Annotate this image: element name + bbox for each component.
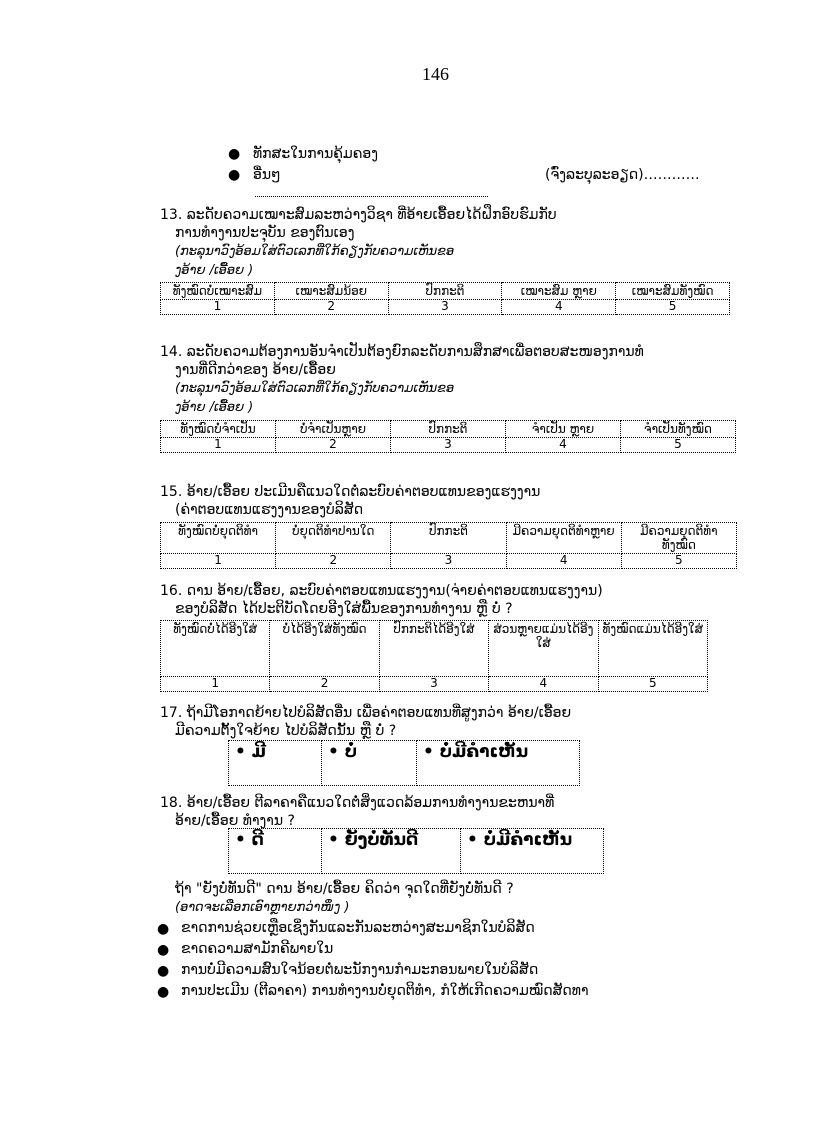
scale-number[interactable]: 2 — [276, 438, 391, 453]
bullet-dot: ● — [157, 921, 170, 937]
scale-label: ມີຄວາມຍຸດຕິທໍາທັງໝົດ — [621, 523, 736, 554]
option-no-comment[interactable]: • ບໍ່ມີຄໍາເຫັນ — [417, 741, 580, 786]
q18-followup-note: (ອາດຈະເລືອກເອົາຫຼາຍກວ່າໜຶ່ງ ) — [175, 900, 350, 915]
scale-label: ມີຄວາມຍຸດຕິທໍາຫຼາຍ — [506, 523, 621, 554]
scale-number[interactable]: 2 — [274, 300, 388, 315]
q18-options — [228, 828, 604, 874]
q16-scale-table — [160, 620, 708, 692]
q17-question-cont: ມີຄວາມຕັ້ງໃຈຍ້າຍ ໄປບໍລິສັດນັ້ນ ຫຼື ບໍ່ ? — [175, 723, 397, 739]
q14-note: (ກະລຸນາວົງອ້ອມໃສ່ຕົວເລກທີ່ໃກ້ຄຽງກັບຄວາມເຫັນຂອ — [175, 381, 455, 396]
scale-number[interactable]: 1 — [161, 554, 276, 569]
q13-note-cont: ງອ້າຍ /ເອື້ອຍ ) — [175, 263, 254, 278]
scale-label: ປົກກະຕິໄດ້ອີງໃສ່ — [379, 621, 488, 677]
scale-number[interactable]: 4 — [489, 677, 598, 692]
scale-number[interactable]: 5 — [598, 677, 707, 692]
scale-number[interactable]: 3 — [388, 300, 502, 315]
bullet-other: ອື່ນໆ — [253, 167, 281, 183]
bullet-dot: ● — [157, 942, 170, 958]
scale-label: ບໍ່ໄດ້ອີງໃສ່ທັງໝົດ — [270, 621, 379, 677]
scale-number[interactable]: 2 — [270, 677, 379, 692]
q16-question-cont: ຂອງບໍລິສັດ ໄດ້ປະຕິບັດໂດຍອີງໃສ່ພື້ນຂອງການທໍາງານ ຫຼື ບໍ່ ? — [175, 601, 513, 617]
bullet-dot: ● — [228, 167, 241, 183]
option-no-comment[interactable]: • ບໍ່ມີຄໍາເຫັນ — [461, 829, 604, 874]
q18-question-cont: ອ້າຍ/ເອື້ອຍ ທໍາງານ ? — [175, 813, 295, 829]
q13-question-cont: ການທໍາງານປະຈຸບັນ ຂອງຕົນເອງ — [175, 225, 355, 241]
q14-scale-table — [160, 420, 736, 453]
scale-label: ປົກກະຕິ — [388, 283, 502, 300]
bullet-dot: ● — [157, 963, 170, 979]
scale-label: ທັງໝົດບໍ່ເໝາະສົມ — [161, 283, 275, 300]
scale-number[interactable]: 4 — [502, 300, 616, 315]
scale-number[interactable]: 4 — [506, 554, 621, 569]
q15-question-cont: (ຄ່າຕອບແທນແຮງງານຂອງບໍລິສັດ — [175, 502, 364, 518]
scale-label: ທັງໝົດບໍ່ໄດ້ອີງໃສ່ — [161, 621, 270, 677]
fill-line — [255, 196, 488, 197]
option-no[interactable]: • ບໍ່ — [322, 741, 417, 786]
option-not-yet-good[interactable]: • ຍັງບໍ່ທັນດີ — [322, 829, 461, 874]
page-number: 146 — [422, 64, 449, 84]
bullet-dot: ● — [157, 984, 170, 1000]
q17-question: 17. ຖ້າມີໂອກາດຍ້າຍໄປບໍລິສັດອື່ນ ເພື່ອຄ່າຕອບແທນທີ່ສູງກວ່າ ອ້າຍ/ເອື້ອຍ — [160, 705, 572, 721]
q16-question: 16. ດານ ອ້າຍ/ເອື້ອຍ, ລະບົບຄ່າຕອບແທນແຮງງານ(ຈ່າຍຄ່າຕອບແທນແຮງງານ) — [160, 583, 603, 599]
scale-number[interactable]: 5 — [621, 438, 736, 453]
bullet-dot: ● — [228, 146, 241, 162]
q17-options — [228, 740, 580, 786]
q14-note-cont: ງອ້າຍ /ເອື້ອຍ ) — [175, 400, 254, 415]
scale-number[interactable]: 2 — [276, 554, 391, 569]
scale-number[interactable]: 3 — [391, 438, 506, 453]
scale-label: ຈໍາເປັນທັງໝົດ — [621, 421, 736, 438]
scale-label: ເໝາະສົມນ້ອຍ — [274, 283, 388, 300]
q13-scale-table — [160, 282, 730, 315]
q13-question: 13. ລະດັບຄວາມເໝາະສົມລະຫວ່າງວິຊາ ທີ່ອ້າຍເອື້ອຍໄດ້ຝຶກອົບຮົມກັບ — [160, 207, 557, 223]
specify-text: (ຈົ່ງລະບຸລະອຽດ)………… — [545, 167, 700, 183]
scale-number[interactable]: 1 — [161, 438, 276, 453]
q13-note: (ກະລຸນາວົງອ້ອມໃສ່ຕົວເລກທີ່ໃກ້ຄຽງກັບຄວາມເຫັນຂອ — [175, 244, 455, 259]
q18-followup: ຖ້າ "ຍັງບໍ່ທັນດີ" ດານ ອ້າຍ/ເອື້ອຍ ຄິດວ່າ ຈຸດໃດທີ່ຍັງບໍ່ທັນດີ ? — [175, 881, 514, 897]
scale-label: ສ່ວນຫຼາຍແມ່ນໄດ້ອີງໃສ່ — [489, 621, 598, 677]
reason-item: ການບໍ່ມີຄວາມສົນໃຈນ້ອຍຕໍ່ພະນັກງານກໍາມະກອນພາຍໃນບໍລິສັດ — [181, 962, 539, 978]
scale-label: ປົກກະຕິ — [391, 421, 506, 438]
scale-number[interactable]: 5 — [621, 554, 736, 569]
q14-question-cont: ງານທີ່ດີກວ່າຂອງ ອ້າຍ/ເອື້ອຍ — [175, 362, 336, 378]
scale-label: ບໍ່ຈໍາເປັນຫຼາຍ — [276, 421, 391, 438]
scale-number[interactable]: 1 — [161, 300, 275, 315]
option-good[interactable]: • ດີ — [229, 829, 322, 874]
scale-number[interactable]: 5 — [616, 300, 730, 315]
scale-number[interactable]: 3 — [379, 677, 488, 692]
scale-label: ບໍ່ຍຸດຕິທໍາປານໃດ — [276, 523, 391, 554]
scale-number[interactable]: 1 — [161, 677, 270, 692]
scale-label: ທັງໝົດແມ່ນໄດ້ອີງໃສ່ — [598, 621, 707, 677]
scale-number[interactable]: 3 — [391, 554, 506, 569]
q15-question: 15. ອ້າຍ/ເອື້ອຍ ປະເມີນຄືແນວໃດຕໍ່ລະບົບຄ່າຕອບແທນຂອງແຮງງານ — [160, 484, 541, 500]
reason-item: ຂາດການຊ່ວຍເຫຼືອເຊິ່ງກັນແລະກັນລະຫວ່າງສະມາຊິກໃນບໍລິສັດ — [181, 920, 535, 936]
q15-scale-table — [160, 522, 737, 569]
scale-label: ທັງໝົດບໍ່ຈໍາເປັນ — [161, 421, 276, 438]
scale-label: ປົກກະຕິ — [391, 523, 506, 554]
reason-item: ຂາດຄວາມສາມັກຄີພາຍໃນ — [181, 941, 334, 957]
scale-label: ທັງໝົດບໍ່ຍຸດຕິທໍາ — [161, 523, 276, 554]
scale-number[interactable]: 4 — [506, 438, 621, 453]
reason-item: ການປະເມີນ (ຕີລາຄາ) ການທໍາງານບໍ່ຍຸດຕິທໍາ, ກໍໃຫ້ເກີດຄວາມໝົດສັດທາ — [181, 983, 589, 999]
q18-question: 18. ອ້າຍ/ເອື້ອຍ ຕີລາຄາຄືແນວໃດຕໍ່ສິ່ງແວດລ້ອມການທໍາງານຂະຫນາທີ່ — [160, 795, 555, 811]
q14-question: 14. ລະດັບຄວາມຕ້ອງການອັນຈໍາເປັນຕ້ອງຍົກລະດັບການສຶກສາເພື່ອຕອບສະໜອງການທໍ — [160, 344, 644, 360]
option-yes[interactable]: • ມີ — [229, 741, 322, 786]
bullet-management-skills: ທັກສະໃນການຄຸ້ມຄອງ — [253, 146, 378, 162]
scale-label: ເໝາະສົມ ຫຼາຍ — [502, 283, 616, 300]
scale-label: ເໝາະສົມທັງໝົດ — [616, 283, 730, 300]
scale-label: ຈໍາເປັນ ຫຼາຍ — [506, 421, 621, 438]
